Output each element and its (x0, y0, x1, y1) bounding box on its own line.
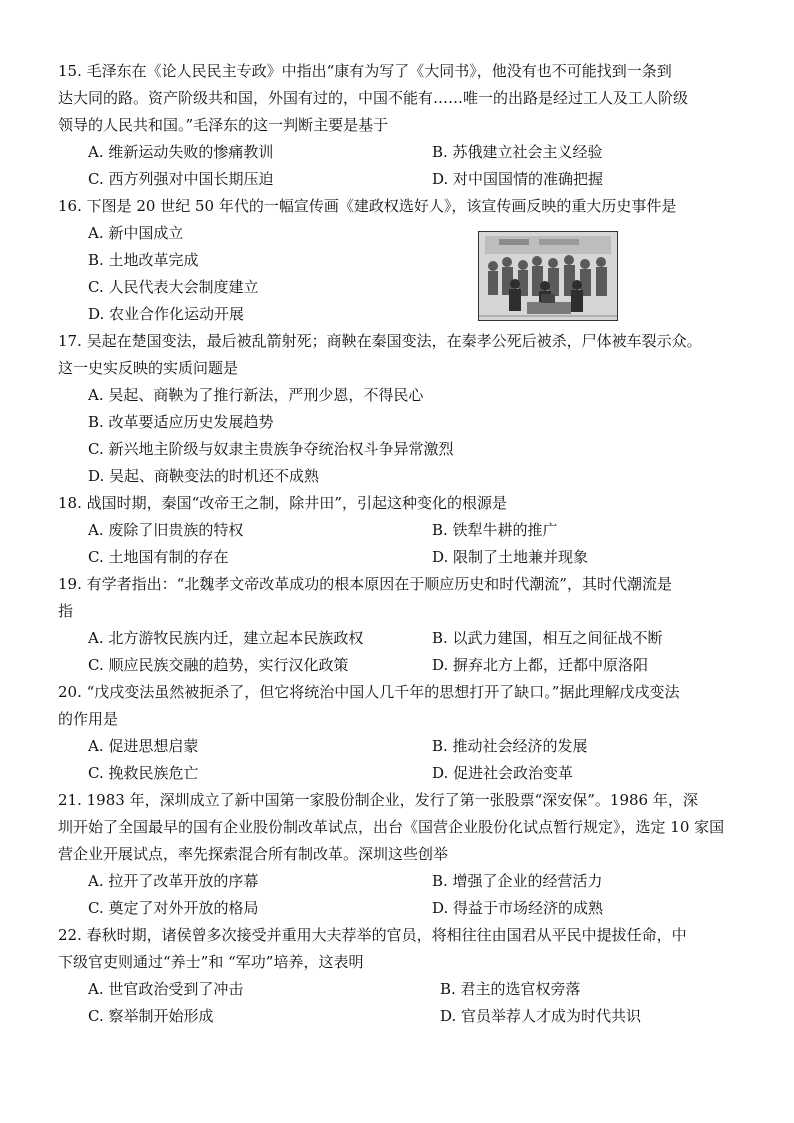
q19-option-b: B. 以武力建国，相互之间征战不断 (432, 629, 663, 647)
q17-option-c: C. 新兴地主阶级与奴隶主贵族争夺统治权斗争异常激烈 (88, 440, 454, 458)
q17-option-a: A. 吴起、商鞅为了推行新法，严刑少恩，不得民心 (88, 386, 424, 404)
q17-stem-line1: 17. 吴起在楚国变法，最后被乱箭射死；商鞅在秦国变法，在秦孝公死后被杀，尸体被车裂示众。 (58, 332, 702, 350)
q21-option-b: B. 增强了企业的经营活力 (432, 872, 603, 890)
q19-stem-line2: 指 (58, 602, 74, 620)
q15-stem-line2: 达大同的路。资产阶级共和国，外国有过的，中国不能有……唯一的出路是经过工人及工人阶级 (58, 89, 689, 107)
q15-option-c: C. 西方列强对中国长期压迫 (88, 170, 274, 188)
q21-stem-line3: 营企业开展试点，率先探索混合所有制改革。深圳这些创举 (58, 845, 449, 863)
q22-option-c: C. 察举制开始形成 (88, 1007, 214, 1025)
q21-stem-line1: 21. 1983 年，深圳成立了新中国第一家股份制企业，发行了第一张股票“深安保”。1986 年，深 (58, 791, 698, 809)
q17-option-b: B. 改革要适应历史发展趋势 (88, 413, 274, 431)
q17-stem-line2: 这一史实反映的实质问题是 (58, 359, 239, 377)
q18-option-a: A. 废除了旧贵族的特权 (88, 521, 244, 539)
q18-option-b: B. 铁犁牛耕的推广 (432, 521, 558, 539)
q15-option-b: B. 苏俄建立社会主义经验 (432, 143, 603, 161)
q22-option-a: A. 世官政治受到了冲击 (88, 980, 244, 998)
q20-option-b: B. 推动社会经济的发展 (432, 737, 588, 755)
q15-option-d: D. 对中国国情的准确把握 (432, 170, 604, 188)
q16-option-b: B. 土地改革完成 (88, 251, 199, 269)
q21-option-d: D. 得益于市场经济的成熟 (432, 899, 604, 917)
q19-option-c: C. 顺应民族交融的趋势，实行汉化政策 (88, 656, 349, 674)
q18-stem-line1: 18. 战国时期，秦国“改帝王之制，除井田”，引起这种变化的根源是 (58, 494, 507, 512)
q22-stem-line2: 下级官吏则通过“养士”和 “军功”培养，这表明 (58, 953, 364, 971)
q20-option-d: D. 促进社会政治变革 (432, 764, 574, 782)
q22-option-b: B. 君主的选官权旁落 (440, 980, 581, 998)
q19-option-d: D. 摒弃北方上都，迁都中原洛阳 (432, 656, 649, 674)
q21-option-a: A. 拉开了改革开放的序幕 (88, 872, 259, 890)
q19-stem-line1: 19. 有学者指出：“北魏孝文帝改革成功的根本原因在于顺应历史和时代潮流”，其时代潮流是 (58, 575, 672, 593)
propaganda-poster-image (478, 231, 618, 321)
q21-option-c: C. 奠定了对外开放的格局 (88, 899, 259, 917)
q15-stem-line3: 领导的人民共和国。”毛泽东的这一判断主要是基于 (58, 116, 389, 134)
q18-option-d: D. 限制了土地兼并现象 (432, 548, 589, 566)
q20-stem-line1: 20. “戊戌变法虽然被扼杀了，但它将统治中国人几千年的思想打开了缺口。”据此理解戊戌变法 (58, 683, 680, 701)
q19-option-a: A. 北方游牧民族内迁，建立起本民族政权 (88, 629, 364, 647)
q20-option-c: C. 挽救民族危亡 (88, 764, 199, 782)
q22-option-d: D. 官员举荐人才成为时代共识 (440, 1007, 642, 1025)
q21-stem-line2: 圳开始了全国最早的国有企业股份制改革试点，出台《国营企业股份化试点暂行规定》，选定 10 家国 (58, 818, 725, 836)
q16-option-d: D. 农业合作化运动开展 (88, 305, 245, 323)
q16-stem-line1: 16. 下图是 20 世纪 50 年代的一幅宣传画《建政权选好人》，该宣传画反映的重大历史事件是 (58, 197, 677, 215)
q15-option-a: A. 维新运动失败的惨痛教训 (88, 143, 274, 161)
q22-stem-line1: 22. 春秋时期，诸侯曾多次接受并重用大夫荐举的官员，将相往往由国君从平民中提拔任命，中 (58, 926, 687, 944)
q20-stem-line2: 的作用是 (58, 710, 119, 728)
q20-option-a: A. 促进思想启蒙 (88, 737, 199, 755)
q17-option-d: D. 吴起、商鞅变法的时机还不成熟 (88, 467, 320, 485)
q16-option-c: C. 人民代表大会制度建立 (88, 278, 259, 296)
q18-option-c: C. 土地国有制的存在 (88, 548, 229, 566)
q16-option-a: A. 新中国成立 (88, 224, 184, 242)
q15-stem-line1: 15. 毛泽东在《论人民民主专政》中指出“康有为写了《大同书》，他没有也不可能找到一条到 (58, 62, 672, 80)
